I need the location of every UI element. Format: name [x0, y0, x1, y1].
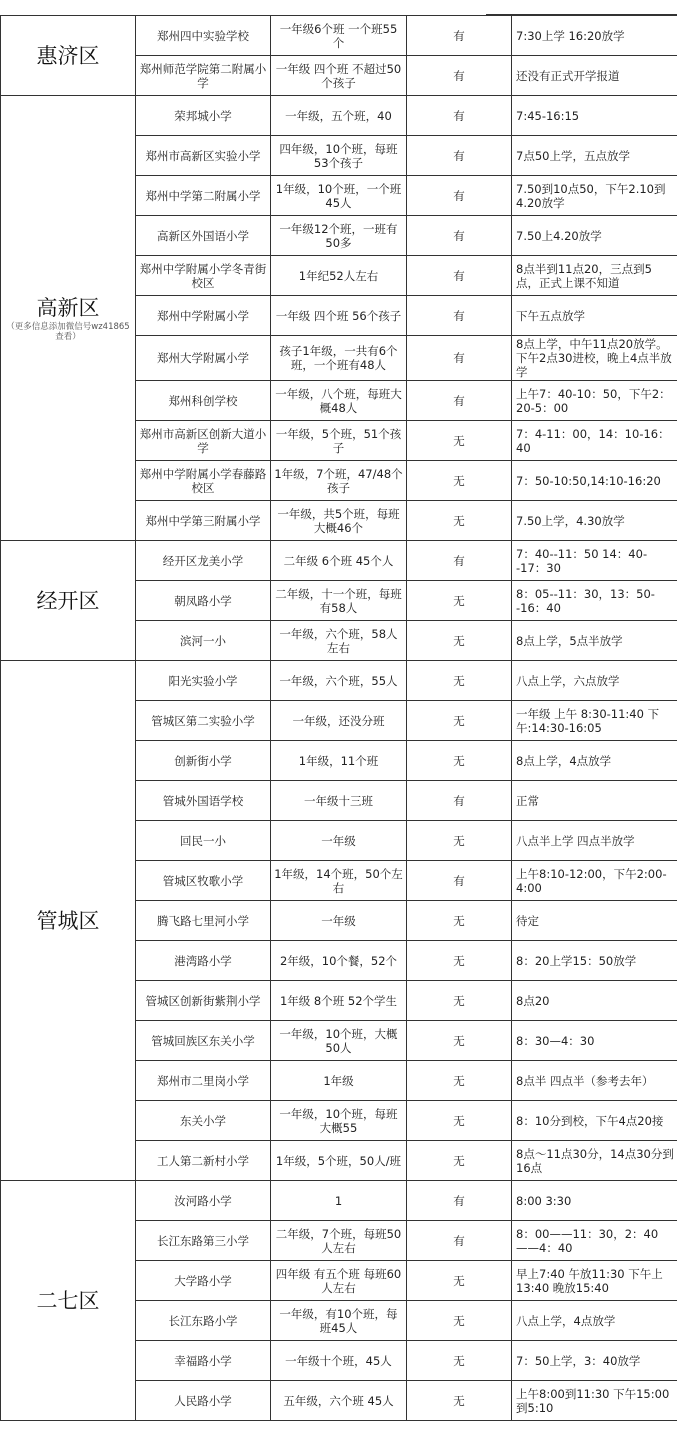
has-flag-cell: 无 [407, 1341, 512, 1381]
has-flag-cell: 无 [407, 1261, 512, 1301]
schedule-time-cell: 还没有正式开学报道 [512, 56, 677, 96]
has-flag-cell: 有 [407, 56, 512, 96]
class-info-cell: 一年级，八个班，每班大概48人 [271, 381, 407, 421]
school-name-cell: 郑州师范学院第二附属小学 [136, 56, 271, 96]
school-name-cell: 东关小学 [136, 1101, 271, 1141]
class-info-cell: 一年级，六个班，55人 [271, 661, 407, 701]
has-flag-cell: 有 [407, 216, 512, 256]
schedule-time-cell: 待定 [512, 901, 677, 941]
has-flag-cell: 无 [407, 741, 512, 781]
has-flag-cell: 有 [407, 381, 512, 421]
schedule-time-cell: 8点上学，4点放学 [512, 741, 677, 781]
has-flag-cell: 有 [407, 541, 512, 581]
class-info-cell: 五年级，六个班 45人 [271, 1381, 407, 1421]
school-name-cell: 郑州四中实验学校 [136, 16, 271, 56]
school-name-cell: 汝河路小学 [136, 1181, 271, 1221]
class-info-cell: 一年级 四个班 不超过50个孩子 [271, 56, 407, 96]
class-info-cell: 二年级，十一个班，每班有58人 [271, 581, 407, 621]
schedule-time-cell: 7.50上学，4.30放学 [512, 501, 677, 541]
class-info-cell: 一年级，共5个班，每班大概46个 [271, 501, 407, 541]
school-name-cell: 郑州中学第三附属小学 [136, 501, 271, 541]
district-name: 惠济区 [36, 43, 100, 68]
school-name-cell: 管城区创新街紫荆小学 [136, 981, 271, 1021]
has-flag-cell: 有 [407, 16, 512, 56]
school-name-cell: 大学路小学 [136, 1261, 271, 1301]
class-info-cell: 一年级，有10个班，每班45人 [271, 1301, 407, 1341]
schedule-time-cell: 7:30上学 16:20放学 [512, 16, 677, 56]
class-info-cell: 一年级6个班 一个班55个 [271, 16, 407, 56]
schedule-time-cell: 8点半 四点半（参考去年） [512, 1061, 677, 1101]
school-name-cell: 港湾路小学 [136, 941, 271, 981]
has-flag-cell: 无 [407, 901, 512, 941]
district-cell [1, 541, 136, 661]
table-row [1, 96, 677, 136]
schedule-time-cell: 下午五点放学 [512, 296, 677, 336]
has-flag-cell: 无 [407, 981, 512, 1021]
school-name-cell: 长江东路小学 [136, 1301, 271, 1341]
school-name-cell: 长江东路第三小学 [136, 1221, 271, 1261]
has-flag-cell: 无 [407, 581, 512, 621]
school-name-cell: 阳光实验小学 [136, 661, 271, 701]
schedule-time-cell: 八点半上学 四点半放学 [512, 821, 677, 861]
has-flag-cell: 有 [407, 136, 512, 176]
schedule-time-cell: 8点上学，5点半放学 [512, 621, 677, 661]
schedule-time-cell: 7：50上学，3：40放学 [512, 1341, 677, 1381]
schedule-time-cell: 一年级 上午 8:30-11:40 下午:14:30-16:05 [512, 701, 677, 741]
schedule-time-cell: 8:00 3:30 [512, 1181, 677, 1221]
schedule-time-cell: 上午7：40-10：50，下午2：20-5：00 [512, 381, 677, 421]
has-flag-cell: 有 [407, 1181, 512, 1221]
district-name: 高新区 [36, 295, 100, 320]
class-info-cell: 1年级，11个班 [271, 741, 407, 781]
schedule-time-cell: 7：40--11：50 14：40--17：30 [512, 541, 677, 581]
class-info-cell: 1年级，7个班，47/48个孩子 [271, 461, 407, 501]
school-name-cell: 郑州科创学校 [136, 381, 271, 421]
schedule-time-cell: 上午8:00到11:30 下午15:00到5:10 [512, 1381, 677, 1421]
schedule-time-cell: 八点上学，4点放学 [512, 1301, 677, 1341]
has-flag-cell: 无 [407, 661, 512, 701]
has-flag-cell: 无 [407, 1301, 512, 1341]
schedule-time-cell: 7.50到10点50，下午2.10到4.20放学 [512, 176, 677, 216]
class-info-cell: 1 [271, 1181, 407, 1221]
school-name-cell: 腾飞路七里河小学 [136, 901, 271, 941]
table-body [1, 16, 677, 1421]
class-info-cell: 1年级，14个班，50个左右 [271, 861, 407, 901]
class-info-cell: 二年级 6个班 45个人 [271, 541, 407, 581]
has-flag-cell: 有 [407, 861, 512, 901]
school-schedule-table [0, 15, 677, 1421]
school-name-cell: 管城回族区东关小学 [136, 1021, 271, 1061]
school-name-cell: 郑州中学附属小学 [136, 296, 271, 336]
schedule-time-cell: 八点上学，六点放学 [512, 661, 677, 701]
school-name-cell: 郑州市二里岗小学 [136, 1061, 271, 1101]
has-flag-cell: 无 [407, 461, 512, 501]
class-info-cell: 二年级，7个班，每班50人左右 [271, 1221, 407, 1261]
class-info-cell: 一年级 [271, 821, 407, 861]
schedule-time-cell: 8点～11点30分，14点30分到16点 [512, 1141, 677, 1181]
has-flag-cell: 无 [407, 1381, 512, 1421]
has-flag-cell: 有 [407, 781, 512, 821]
school-name-cell: 管城区第二实验小学 [136, 701, 271, 741]
school-name-cell: 郑州大学附属小学 [136, 336, 271, 381]
school-name-cell: 人民路小学 [136, 1381, 271, 1421]
has-flag-cell: 无 [407, 1141, 512, 1181]
has-flag-cell: 无 [407, 821, 512, 861]
schedule-time-cell: 早上7:40 午放11:30 下午上13:40 晚放15:40 [512, 1261, 677, 1301]
has-flag-cell: 无 [407, 501, 512, 541]
table-row [1, 16, 677, 56]
class-info-cell: 2年级，10个餐，52个 [271, 941, 407, 981]
schedule-time-cell: 7：50-10:50,14:10-16:20 [512, 461, 677, 501]
schedule-time-cell: 7.50上4.20放学 [512, 216, 677, 256]
schedule-time-cell: 8点上学，中午11点20放学。下午2点30进校，晚上4点半放学 [512, 336, 677, 381]
schedule-time-cell: 7点50上学，五点放学 [512, 136, 677, 176]
schedule-time-cell: 7:45-16:15 [512, 96, 677, 136]
district-note: （更多信息添加微信号wz41865查看） [6, 321, 130, 342]
class-info-cell: 四年级 有五个班 每班60人左右 [271, 1261, 407, 1301]
class-info-cell: 一年级，10个班，大概50人 [271, 1021, 407, 1061]
schedule-time-cell: 8：20上学15：50放学 [512, 941, 677, 981]
school-name-cell: 管城外国语学校 [136, 781, 271, 821]
school-name-cell: 郑州中学第二附属小学 [136, 176, 271, 216]
school-name-cell: 高新区外国语小学 [136, 216, 271, 256]
district-name: 二七区 [36, 1288, 100, 1313]
class-info-cell: 一年级，五个班，40 [271, 96, 407, 136]
class-info-cell: 一年级 四个班 56个孩子 [271, 296, 407, 336]
school-name-cell: 郑州中学附属小学春藤路校区 [136, 461, 271, 501]
class-info-cell: 孩子1年级，一共有6个班，一个班有48人 [271, 336, 407, 381]
table-row [1, 661, 677, 701]
school-name-cell: 郑州中学附属小学冬青街校区 [136, 256, 271, 296]
has-flag-cell: 无 [407, 941, 512, 981]
schedule-time-cell: 8点20 [512, 981, 677, 1021]
class-info-cell: 一年级，5个班，51个孩子 [271, 421, 407, 461]
school-name-cell: 管城区牧歌小学 [136, 861, 271, 901]
class-info-cell: 一年级12个班，一班有50多 [271, 216, 407, 256]
district-name: 管城区 [36, 908, 100, 933]
class-info-cell: 1年级，5个班，50人/班 [271, 1141, 407, 1181]
table-row [1, 1181, 677, 1221]
has-flag-cell: 有 [407, 296, 512, 336]
district-cell [1, 16, 136, 96]
class-info-cell: 一年级，还没分班 [271, 701, 407, 741]
school-name-cell: 荣邦城小学 [136, 96, 271, 136]
has-flag-cell: 无 [407, 421, 512, 461]
class-info-cell: 一年级 [271, 901, 407, 941]
class-info-cell: 四年级，10个班，每班53个孩子 [271, 136, 407, 176]
school-name-cell: 幸福路小学 [136, 1341, 271, 1381]
has-flag-cell: 有 [407, 96, 512, 136]
has-flag-cell: 无 [407, 1021, 512, 1061]
school-name-cell: 创新街小学 [136, 741, 271, 781]
school-name-cell: 郑州市高新区创新大道小学 [136, 421, 271, 461]
class-info-cell: 1年纪52人左右 [271, 256, 407, 296]
has-flag-cell: 无 [407, 1101, 512, 1141]
district-cell [1, 1181, 136, 1421]
class-info-cell: 一年级，六个班，58人左右 [271, 621, 407, 661]
schedule-time-cell: 7：4-11：00，14：10-16：40 [512, 421, 677, 461]
class-info-cell: 一年级十个班，45人 [271, 1341, 407, 1381]
school-name-cell: 滨河一小 [136, 621, 271, 661]
schedule-time-cell: 8点半到11点20，三点到5点，正式上课不知道 [512, 256, 677, 296]
schedule-time-cell: 上午8:10-12:00，下午2:00-4:00 [512, 861, 677, 901]
class-info-cell: 1年级，10个班，一个班45人 [271, 176, 407, 216]
schedule-time-cell: 8：00——11：30，2：40——4：40 [512, 1221, 677, 1261]
has-flag-cell: 有 [407, 1221, 512, 1261]
schedule-time-cell: 正常 [512, 781, 677, 821]
schedule-time-cell: 8：05--11：30，13：50--16：40 [512, 581, 677, 621]
class-info-cell: 1年级 [271, 1061, 407, 1101]
table-row [1, 541, 677, 581]
school-name-cell: 朝凤路小学 [136, 581, 271, 621]
school-name-cell: 工人第二新村小学 [136, 1141, 271, 1181]
school-name-cell: 郑州市高新区实验小学 [136, 136, 271, 176]
has-flag-cell: 有 [407, 256, 512, 296]
school-name-cell: 回民一小 [136, 821, 271, 861]
schedule-time-cell: 8：30—4：30 [512, 1021, 677, 1061]
class-info-cell: 1年级 8个班 52个学生 [271, 981, 407, 1021]
has-flag-cell: 无 [407, 1061, 512, 1101]
school-name-cell: 经开区龙美小学 [136, 541, 271, 581]
district-name: 经开区 [36, 588, 100, 613]
has-flag-cell: 有 [407, 176, 512, 216]
class-info-cell: 一年级，10个班，每班大概55 [271, 1101, 407, 1141]
schedule-time-cell: 8：10分到校，下午4点20接 [512, 1101, 677, 1141]
has-flag-cell: 无 [407, 701, 512, 741]
class-info-cell: 一年级十三班 [271, 781, 407, 821]
has-flag-cell: 无 [407, 621, 512, 661]
district-cell [1, 96, 136, 541]
has-flag-cell: 有 [407, 336, 512, 381]
district-cell [1, 661, 136, 1181]
